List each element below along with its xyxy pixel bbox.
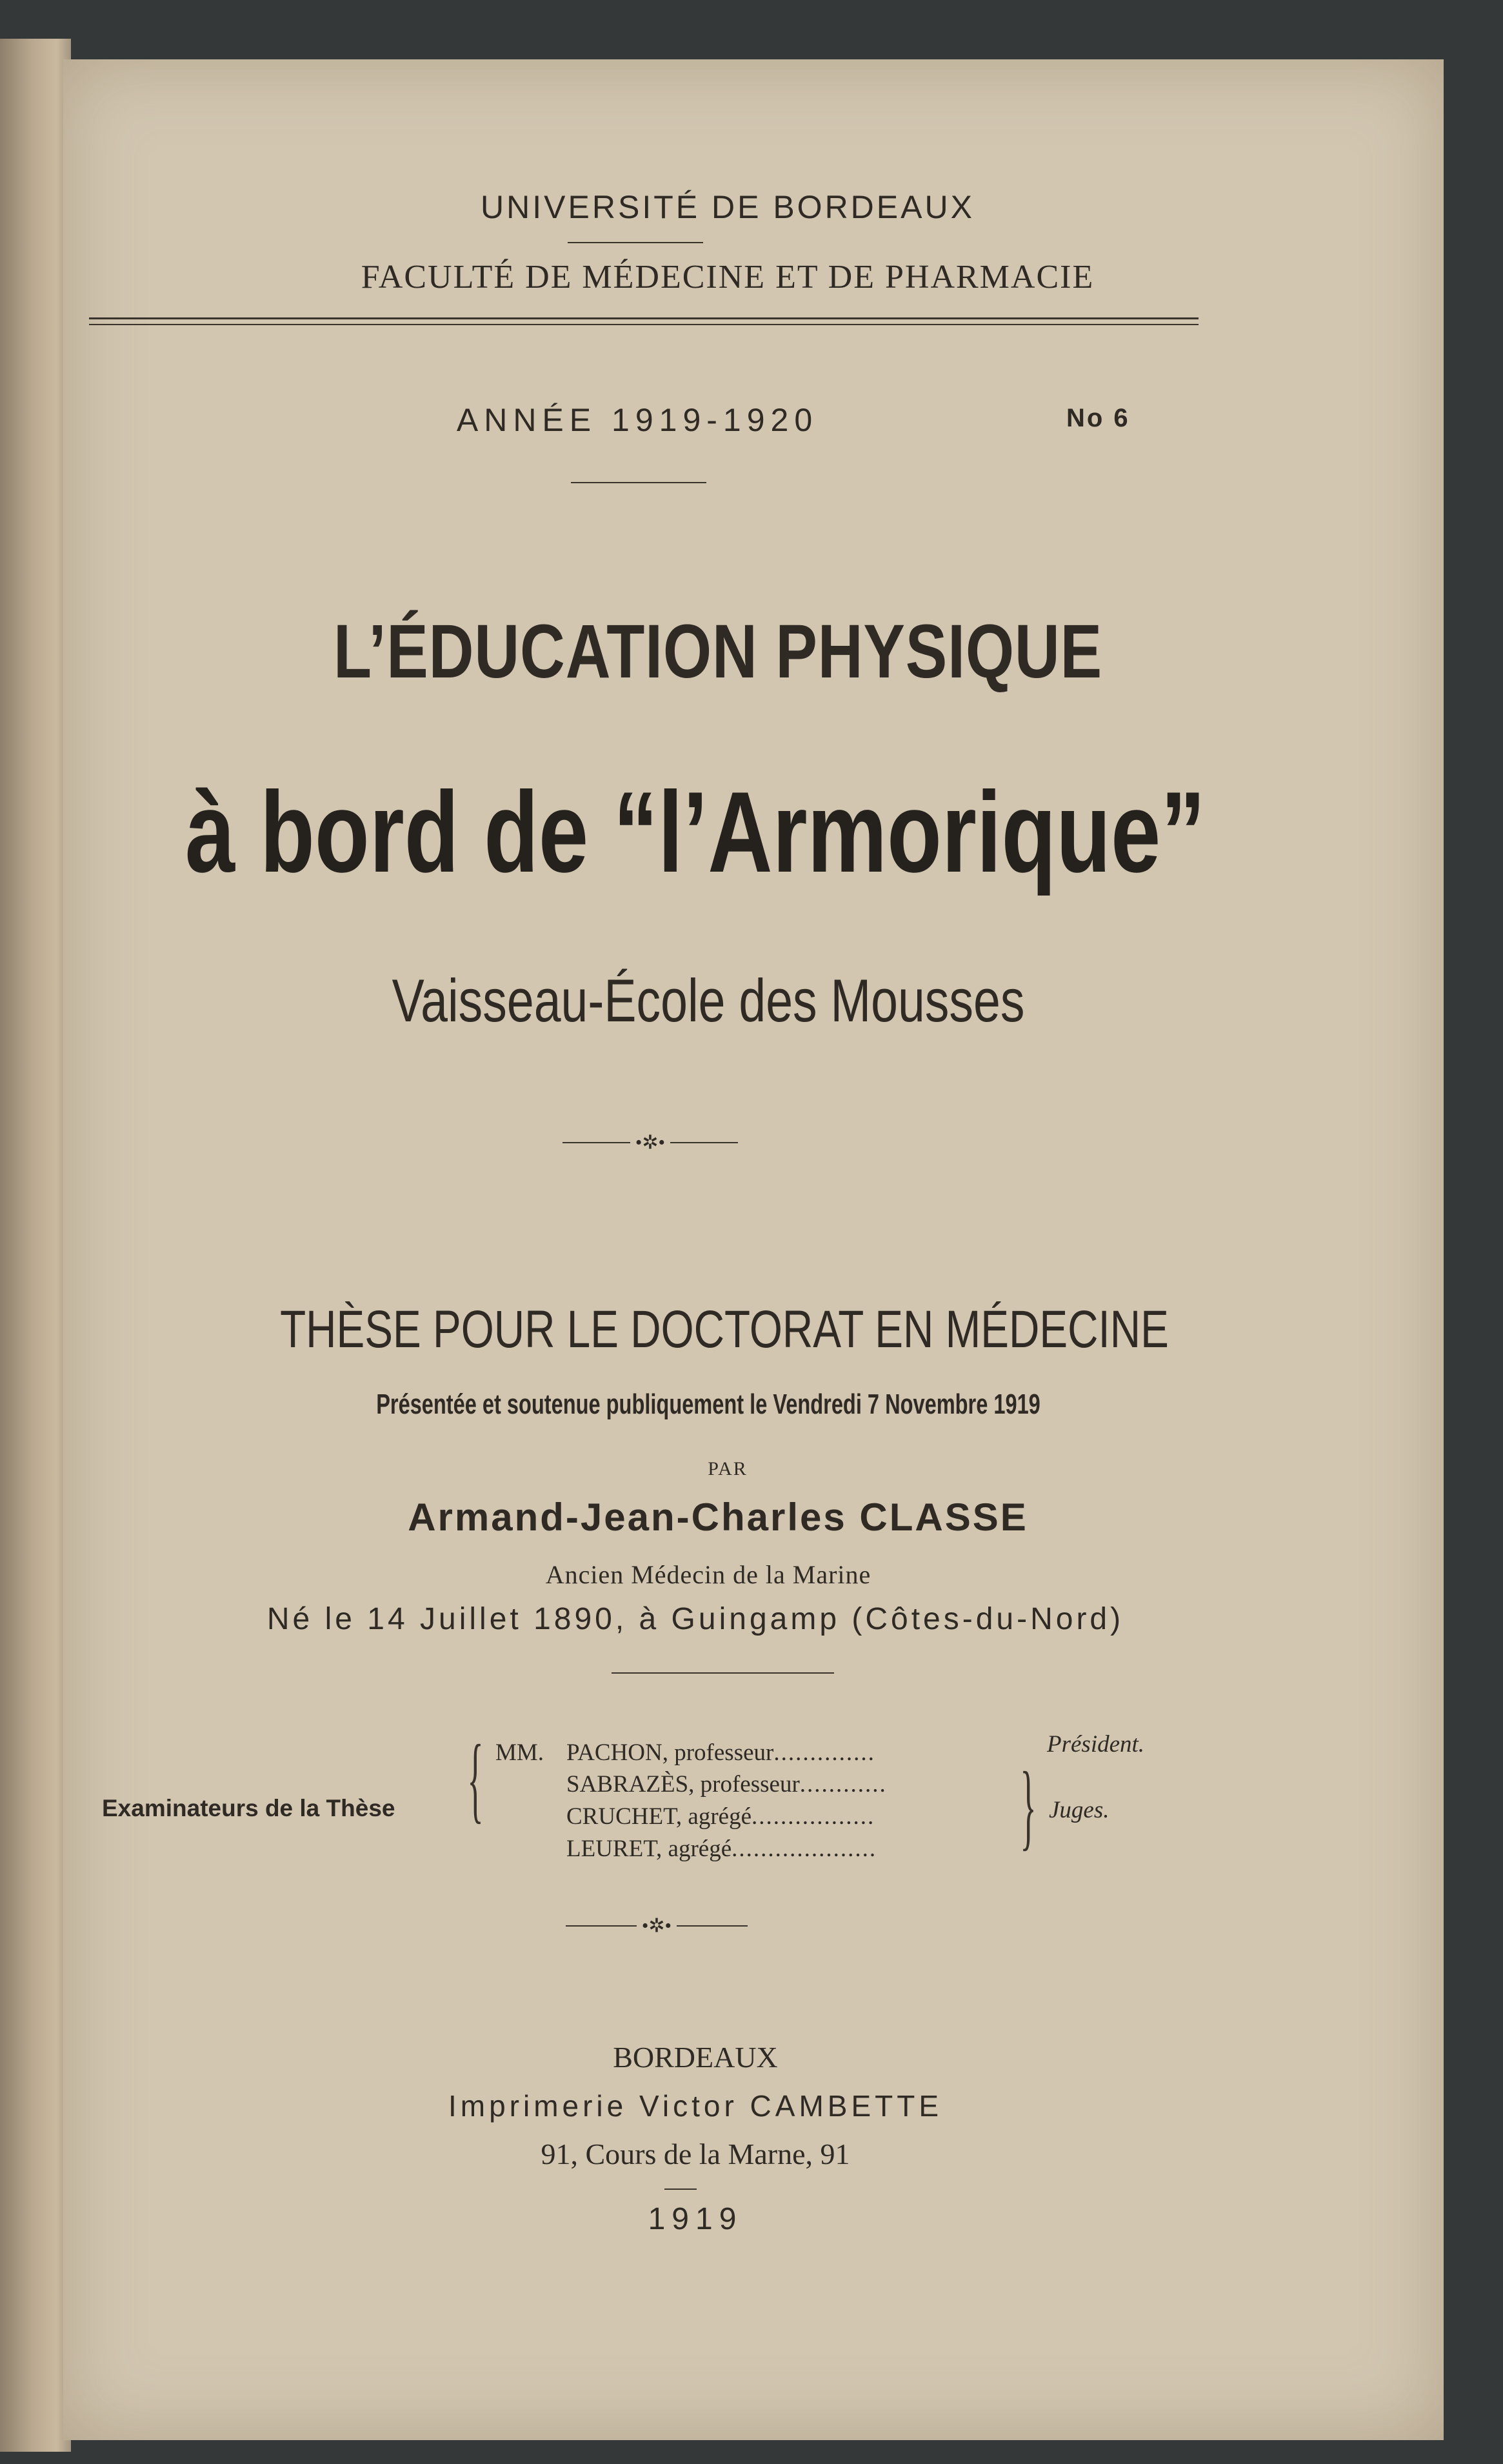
leader-dots: ................. bbox=[752, 1803, 875, 1830]
president-role: Président. bbox=[1047, 1731, 1145, 1758]
examiners-brace: { bbox=[467, 1725, 484, 1832]
thesis-heading: THÈSE POUR LE DOCTORAT EN MÉDECINE bbox=[280, 1300, 1169, 1359]
year-rule bbox=[571, 482, 706, 483]
university-rule bbox=[568, 242, 703, 243]
title-line-2: à bord de “l’Armorique” bbox=[185, 768, 1206, 896]
leader-dots: .................... bbox=[732, 1836, 877, 1862]
imprint-city: BORDEAUX bbox=[613, 2041, 778, 2074]
university-name: UNIVERSITÉ DE BORDEAUX bbox=[481, 189, 975, 225]
imprint-year: 1919 bbox=[648, 2202, 743, 2236]
examiner-name: CRUCHET, agrégé bbox=[566, 1803, 752, 1830]
examiner-row-3 bbox=[566, 1803, 875, 1830]
examiner-name: PACHON, professeur bbox=[566, 1739, 774, 1766]
header-double-rule-top bbox=[89, 317, 1199, 319]
author-rule bbox=[612, 1672, 834, 1674]
faculty-name: FACULTÉ DE MÉDECINE ET DE PHARMACIE bbox=[361, 259, 1095, 295]
imprint-printer: Imprimerie Victor CAMBETTE bbox=[448, 2089, 943, 2123]
examiner-name: LEURET, agrégé bbox=[566, 1836, 732, 1862]
header-double-rule-bottom bbox=[89, 324, 1199, 325]
ornament-divider-2: •✲• bbox=[560, 1914, 753, 1938]
leader-dots: ............ bbox=[799, 1771, 887, 1798]
imprint-address: 91, Cours de la Marne, 91 bbox=[541, 2138, 850, 2170]
author-name: Armand-Jean-Charles CLASSE bbox=[408, 1496, 1028, 1539]
par-label: PAR bbox=[708, 1458, 748, 1479]
examiners-mm: MM. bbox=[495, 1739, 544, 1766]
examiner-row-2 bbox=[566, 1770, 887, 1798]
examiner-row-1 bbox=[566, 1739, 875, 1767]
examiner-row-4 bbox=[566, 1835, 877, 1863]
birth-details: Né le 14 Juillet 1890, à Guingamp (Côtes-du-Nord) bbox=[266, 1602, 1124, 1636]
examiners-label: Examinateurs de la Thèse bbox=[102, 1795, 395, 1821]
title-page bbox=[63, 59, 1444, 2440]
judges-role: Juges. bbox=[1049, 1797, 1110, 1823]
title-line-1: L’ÉDUCATION PHYSIQUE bbox=[333, 609, 1102, 694]
leader-dots: .............. bbox=[773, 1739, 875, 1766]
imprint-rule bbox=[664, 2189, 697, 2190]
thesis-number: No 6 bbox=[1066, 404, 1130, 432]
ornament-divider-1: •✲• bbox=[560, 1130, 741, 1154]
judges-brace: } bbox=[1020, 1752, 1037, 1859]
subtitle: Vaisseau-École des Mousses bbox=[392, 967, 1025, 1034]
academic-year: ANNÉE 1919-1920 bbox=[456, 402, 819, 438]
author-title: Ancien Médecin de la Marine bbox=[545, 1560, 871, 1589]
examiner-name: SABRAZÈS, professeur bbox=[566, 1771, 800, 1798]
presentation-line: Présentée et soutenue publiquement le Vendredi 7 Novembre 1919 bbox=[376, 1388, 1040, 1420]
